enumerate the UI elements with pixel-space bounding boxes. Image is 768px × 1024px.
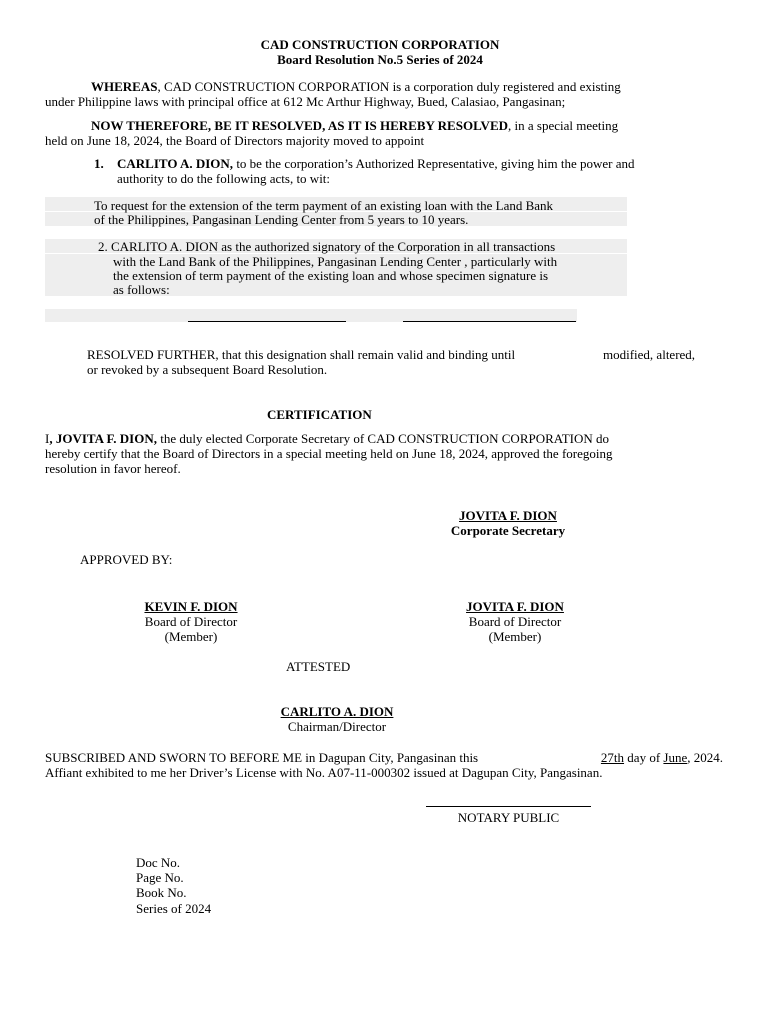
chairman-title: Chairman/Director <box>287 719 387 734</box>
specimen-signature-line-1 <box>188 321 346 322</box>
resolved-text-1: , in a special meeting <box>508 118 619 133</box>
resolved-line-2: held on June 18, 2024, the Board of Directors majority moved to appoint <box>45 133 425 148</box>
specimen-signature-line-2 <box>403 321 576 322</box>
item2-line-1: 2. CARLITO A. DION as the authorized signatory of the Corporation in all transactions <box>98 239 556 254</box>
chairman-name: CARLITO A. DION <box>280 704 394 719</box>
sworn-month: June <box>663 750 688 765</box>
approved-by-label: APPROVED BY: <box>80 552 173 567</box>
secretary-title: Corporate Secretary <box>450 523 566 538</box>
acts-line-2: of the Philippines, Pangasinan Lending Center from 5 years to 10 years. <box>94 212 469 227</box>
item1-text-1: to be the corporation’s Authorized Representative, giving him the power and <box>233 156 635 171</box>
certification-title: CERTIFICATION <box>267 407 372 422</box>
sworn-text-1b: day of <box>624 750 664 765</box>
item1-number: 1. <box>94 156 104 171</box>
whereas-line-1 <box>91 79 621 94</box>
member-2-sub: (Member) <box>488 629 542 644</box>
resolved-further-line-2: or revoked by a subsequent Board Resolution. <box>87 362 328 377</box>
sworn-text-1c: , 2024. <box>687 750 723 765</box>
whereas-line-2: under Philippine laws with principal office at 612 Mc Arthur Highway, Bued, Calasiao, Pangasinan; <box>45 94 566 109</box>
certification-text-1: the duly elected Corporate Secretary of CAD CONSTRUCTION CORPORATION do <box>156 431 610 446</box>
member-1-sub: (Member) <box>164 629 218 644</box>
resolved-further-line-1a: RESOLVED FURTHER, that this designation shall remain valid and binding until <box>87 347 516 362</box>
certification-line-3: resolution in favor hereof. <box>45 461 181 476</box>
item1-line-2: authority to do the following acts, to wit: <box>117 171 331 186</box>
member-2-role: Board of Director <box>468 614 562 629</box>
docket-page: Page No. <box>136 870 184 885</box>
resolved-lead: NOW THEREFORE, BE IT RESOLVED, AS IT IS HEREBY RESOLVED <box>91 118 508 133</box>
member-2-name: JOVITA F. DION <box>466 599 564 614</box>
whereas-lead: WHEREAS <box>91 79 158 94</box>
certification-prefix: I <box>45 431 50 446</box>
resolved-line-1 <box>91 118 618 133</box>
resolution-title: Board Resolution No.5 Series of 2024 <box>277 52 483 67</box>
attested-label: ATTESTED <box>286 659 351 674</box>
item1-name: CARLITO A. DION, <box>117 156 234 171</box>
item2-line-2: with the Land Bank of the Philippines, Pangasinan Lending Center , particularly with <box>113 254 558 269</box>
acts-line-1: To request for the extension of the term payment of an existing loan with the Land Bank <box>94 198 554 213</box>
secretary-name: JOVITA F. DION <box>459 508 557 523</box>
docket-book: Book No. <box>136 885 187 900</box>
certification-line-2: hereby certify that the Board of Directors in a special meeting held on June 18, 2024, approved the foregoing <box>45 446 613 461</box>
sworn-day: 27th <box>600 750 625 765</box>
notary-label: NOTARY PUBLIC <box>457 810 560 825</box>
notary-signature-line <box>426 806 591 807</box>
whereas-text-1: , CAD CONSTRUCTION CORPORATION is a corporation duly registered and existing <box>157 79 621 94</box>
member-1-name: KEVIN F. DION <box>144 599 238 614</box>
certification-name: , JOVITA F. DION, <box>49 431 157 446</box>
company-title: CAD CONSTRUCTION CORPORATION <box>260 37 500 52</box>
item2-line-3: the extension of term payment of the existing loan and whose specimen signature is <box>113 268 549 283</box>
docket-doc: Doc No. <box>136 855 181 870</box>
resolved-further-line-1b: modified, altered, <box>603 347 696 362</box>
docket-series: Series of 2024 <box>136 901 212 916</box>
sworn-line-1 <box>45 750 723 765</box>
sworn-text-1a: SUBSCRIBED AND SWORN TO BEFORE ME in Dagupan City, Pangasinan this <box>45 750 482 765</box>
certification-line-1 <box>45 431 609 446</box>
sworn-line-2: Affiant exhibited to me her Driver’s License with No. A07-11-000302 issued at Dagupan City, Pangasinan. <box>45 765 603 780</box>
item1-line-1 <box>117 156 635 171</box>
item2-line-4: as follows: <box>113 282 170 297</box>
member-1-role: Board of Director <box>144 614 238 629</box>
sworn-date-group <box>601 750 723 765</box>
